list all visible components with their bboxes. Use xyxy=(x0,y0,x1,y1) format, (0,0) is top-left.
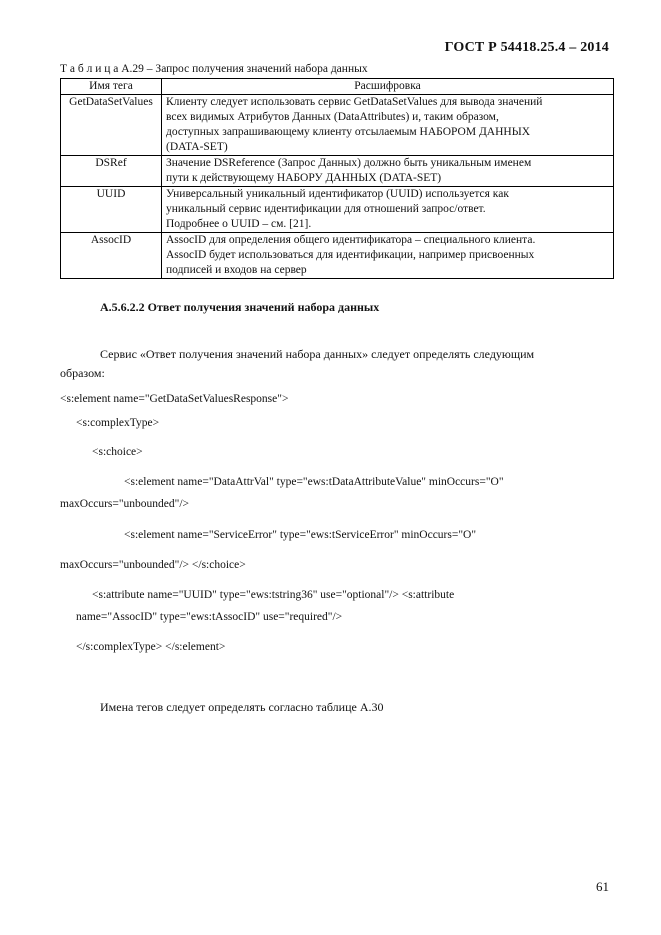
description-line: уникальный сервис идентификации для отношений запрос/ответ. xyxy=(166,203,486,215)
column-header-description: Расшифровка xyxy=(162,79,614,95)
description-line: AssocID для определения общего идентификатора – специального клиента. xyxy=(166,234,536,246)
code-line: maxOccurs="unbounded"/> </s:choice> xyxy=(60,559,246,571)
description-line: Значение DSReference (Запрос Данных) должно быть уникальным именем xyxy=(166,157,532,169)
description-line: Подробнее о UUID – см. [21]. xyxy=(166,218,312,230)
section-heading: А.5.6.2.2 Ответ получения значений набора данных xyxy=(100,300,380,314)
description-line: (DATA-SET) xyxy=(166,141,228,153)
code-line: <s:attribute name="UUID" type="ews:tstring36" use="optional"/> <s:attribute xyxy=(92,589,455,601)
code-line: <s:element name="DataAttrVal" type="ews:tDataAttributeValue" minOccurs="O" xyxy=(124,476,504,488)
description-line: Универсальный уникальный идентификатор (UUID) используется как xyxy=(166,188,509,200)
table-header-row xyxy=(61,79,614,95)
table-row xyxy=(61,156,614,187)
table-row xyxy=(61,187,614,233)
description-line: подписей и входов на сервер xyxy=(166,264,307,276)
description-cell xyxy=(162,156,614,187)
table-caption: Т а б л и ц а А.29 – Запрос получения значений набора данных xyxy=(60,63,368,75)
page-number: 61 xyxy=(596,879,609,894)
closing-paragraph: Имена тегов следует определять согласно таблице А.30 xyxy=(100,700,384,714)
description-cell xyxy=(162,187,614,233)
tag-name-cell: GetDataSetValues xyxy=(61,95,162,156)
document-header-title: ГОСТ Р 54418.25.4 – 2014 xyxy=(444,40,609,55)
code-line: maxOccurs="unbounded"/> xyxy=(60,498,190,510)
description-line: всех видимых Атрибутов Данных (DataAttributes) и, таким образом, xyxy=(166,111,499,123)
table-row xyxy=(61,95,614,156)
description-line: AssocID будет использоваться для идентификации, например присвоенных xyxy=(166,249,535,261)
tag-name-cell: DSRef xyxy=(61,156,162,187)
intro-paragraph-line: образом: xyxy=(60,366,105,380)
tag-table xyxy=(60,78,614,279)
description-cell xyxy=(162,233,614,279)
tag-name-cell: AssocID xyxy=(61,233,162,279)
code-line: <s:choice> xyxy=(92,446,143,458)
tag-name-cell: UUID xyxy=(61,187,162,233)
table-row xyxy=(61,233,614,279)
intro-paragraph-line: Сервис «Ответ получения значений набора данных» следует определять следующим xyxy=(100,347,535,361)
column-header-tag-name: Имя тега xyxy=(61,79,162,95)
code-line: name="AssocID" type="ews:tAssocID" use="required"/> xyxy=(76,611,343,623)
description-line: Клиенту следует использовать сервис GetDataSetValues для вывода значений xyxy=(166,96,543,108)
description-line: пути к действующему НАБОРУ ДАННЫХ (DATA-SET) xyxy=(166,172,442,184)
description-line: доступных запрашивающему клиенту отсылаемым НАБОРОМ ДАННЫХ xyxy=(166,126,531,138)
code-line: </s:complexType> </s:element> xyxy=(76,641,226,653)
code-line: <s:element name="ServiceError" type="ews:tServiceError" minOccurs="O" xyxy=(124,529,477,541)
code-line: <s:complexType> xyxy=(76,417,160,429)
description-cell xyxy=(162,95,614,156)
code-line: <s:element name="GetDataSetValuesResponse"> xyxy=(60,393,289,405)
